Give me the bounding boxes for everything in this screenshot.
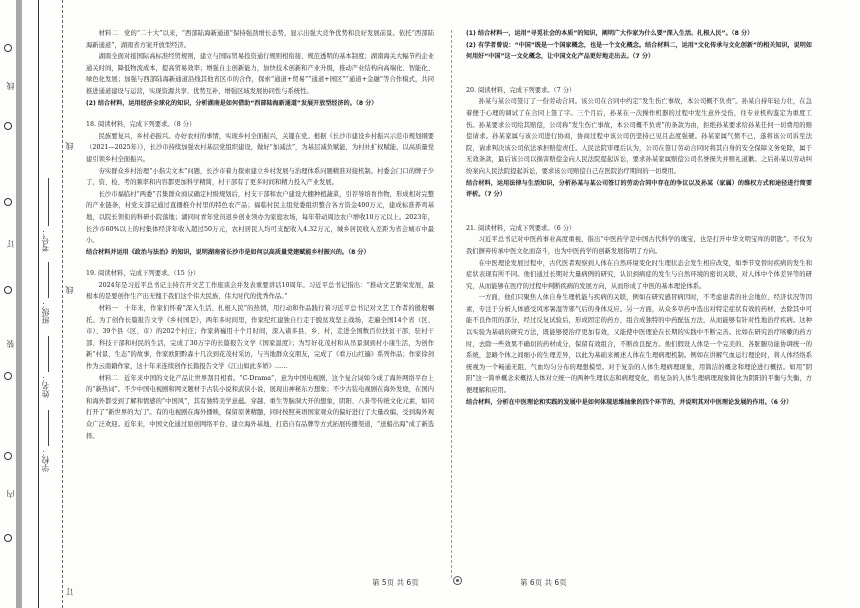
question-21-heading: 21. 阅读材料，完成下列要求。（6 分） [466, 224, 576, 232]
question-18-paragraph: 夯实群众乡村治理“小指尖文本”问题，长沙市着力探索建立乡村发展与治理体系问题精准对接机制。村委会门口的牌子少了，资、检、考的频率和内容都更加科学精简，村干部有了更多时间和精力投入产业发展。 [86, 167, 434, 187]
exam-number-label: 考号： [41, 228, 50, 252]
class-line [48, 262, 49, 298]
exam-number-line [48, 178, 49, 226]
cut-line [62, 0, 63, 608]
question-18-paragraph: 长沙市福临村“两委”召集群众商议确定村级规划后，村支干部和农户建设大棚种植蔬菜，引荐导培育作物，形成相对完整的产业链条，村党支部记通过直播推介村里的特色农产品；福临村民主组党委组织整合各方资金400万元，建成标准养鸡基地，以院长领衔的科研小院落地；湖同时青年党员返乡创业领办为家庭农场，每年带动周边农户增收10万元以上。2023年，长沙市60%以上的村集体经济年收入超过50万元，农村居民人均可支配收入4.32万元，城乡居民收入差距为省会城市中最小。 [86, 190, 434, 245]
binding-hole [4, 198, 12, 206]
question-21-paragraph: 在中医理论发展过程中，古代医者观察到人体在自然环境变化时生理状态会发生相应改变，如季节变替时疾病的发生和症状表现有所不同。他们通过长期对大量病例的研究，认识到病症的发生与自然环境的密切关联，对人体中个体差异等的研究，从而能够在医疗的过程中判断疾病的发展方向，从而形成了中医的基本理论体系。 [466, 259, 812, 290]
question-18-prompt: 结合材料并运用《政治与法治》的知识，说明湖南省长沙市是如何以高质量党建赋能乡村振兴的。（8 分） [86, 248, 370, 256]
question-20-heading: 20. 阅读材料，完成下列要求。（7 分） [466, 86, 576, 94]
question-19-part-2: (2) 有学者曾说：“中国”既是一个国家概念，也是一个文化概念。结合材料二，运用“文化传承与文化创新”的相关知识，说明如何用好“中国”这一文化概念，让中国文化产品更好地走出去。（7 分） [466, 41, 812, 61]
name-line [48, 336, 49, 372]
gutter-label-ding-outer: 订 [65, 588, 74, 596]
gutter-label-zhuang: 装 [6, 340, 15, 348]
binding-hole [4, 372, 12, 380]
gutter-label-xian-outer: 线 [65, 286, 74, 294]
question-19-part-1: (1) 结合材料一，运用“寻觅社会的本质”的知识，阐明广大作家为什么要“深入生活、扎根人民”。（8 分） [466, 30, 754, 37]
page-6-column [466, 28, 812, 408]
binding-hole [4, 534, 12, 542]
page-number-left: 第 5页 共 6页 [372, 578, 419, 587]
question-19-material-2: 材料二 近年来中国的文化产品让世界刮目相看。“C-Drama”，意为中国电视剧，这个复合词如今成了海外网络平台上的“新热词”。不少中国电视剧和网文题材于古装小说和武侠小说，展现出神秘东方想象；不少古装电视剧在海外发烧，在国内和海外都受到了解和情感的“中国风”，其有独特美学意蕴。穿越、重生等脑洞大开的想象，阴阳、八卦等传统文化元素，如同打开了“新世界的大门”。有的电视剧在海外播映，保留原著精髓，同时按照英语国家观众的偏好进行了大量改编，受到海外观众广泛欢迎。近年来，中国文化通过原创网络平台、建立海外基地、打造自有品牌等方式拓展传播渠道，“送船出海”成了新选择。 [86, 374, 434, 440]
page-number-right: 第 6页 共 6页 [520, 578, 567, 587]
binding-hole [4, 452, 12, 460]
gutter-label-nei: 内 [6, 490, 15, 498]
question-19-intro: 2024年是习近平总书记主持召开文艺工作座谈会并发表重要讲话10周年。习近平总书记指出：“推动文艺繁荣发展，最根本的是要创作生产出无愧于我们这个伟大民族、伟大时代的优秀作品。” [86, 281, 434, 301]
gutter-label-ding: 订 [6, 240, 15, 248]
gutter-label-xian-outer: 线 [65, 142, 74, 150]
binding-hole [4, 286, 12, 294]
binding-hole [4, 44, 12, 52]
question-17-part-2: (2) 结合材料，运用经济全球化的知识，分析湖南是如何借助“西部陆海新通道”发展开放型经济的。（8 分） [86, 99, 378, 107]
center-mark-icon [453, 576, 462, 585]
school-line [48, 410, 49, 446]
material-2-paragraph: 材料二 党的“二十大”以来，“西部陆海新通道”保持强劲增长态势，显示出强大竞争优势和良好发展前景。依托“西部陆海新通道”，湖南省方案开放型经济。 [86, 30, 434, 49]
binding-gutter [0, 0, 74, 608]
page-divider [451, 30, 452, 578]
question-18-heading: 18. 阅读材料，完成下列要求。（8 分） [86, 121, 196, 129]
question-21-paragraph: 一方面，他们只聚焦人体自身生理机能与疾病的关联，例如在研究感冒病因时，不考虑患者的社会地位、经济状况等因素，专注于分析人体感受风寒暑湿等邪气后的身体反应。另一方面，从众多草药中选出对特定症状有效的药材，去除其中可能不良作用的部分，经过反复试验后，形成固定的药方，组合成独特的中药配伍方法，从而能够有针对性地治疗疾病。这种以实验为基础的研究方法，既能够使治疗更加有效，又能使中医理论在长期的实践中不断完善。比如在研究治疗咳嗽的药方时，去除一些效果不确切的药材成分，保留有效组合，不断改良配方。他们假设人体是一个完美的、各脏腑功能协调统一的系统，忽略个体之间细小的生理差异，以此为基础来阐述人体在生理病理机制。例如在讲解气血运行理论时，将人体经络系统视为一个畅通无阻、气血均匀分布的理想模型。对于复杂的人体生理病理现象，用简洁的概念和理论进行概括。如用“阴阳”这一简单概念来概括人体对立统一的两种生理状态和病理变化，将复杂的人体生理病理现象简化为阴阳的平衡与失衡，方便理解和应用。 [466, 294, 812, 395]
binding-bar [16, 0, 22, 608]
question-20-paragraph: 孙某与某公司签订了一份劳动合同。该公司在合同中约定“发生伤亡事故，本公司概不负责”。孙某自持年轻力壮，在急着便于心理的调试了在合同上签了字。三个月后，孙某在一次操作机器的过程中发生意外受伤，住专业机构鉴定为重度工伤。孙某要求公司给其赔偿，公司称“发生伤亡事故，本公司概不负责”的条款为由，拒绝孙某要求给孙某任何一切费用的赔偿请求。孙某家属与该公司进行协商，协商过程中该公司仍坚持已见且态度强硬。孙某家属气愤不已，遂将该公司诉至法院，请求判决该公司依法承担赔偿责任。人民法院审理后认为，公司在签订劳动合同时将其自身的安全保障义务免除，属于无效条款，最后该公司以损害赔偿金向人民法院提起诉讼，要求孙某家属赔偿公司名誉损失并赔礼道歉。之后孙某以劳动纠纷案向人民法院提起诉讼，要求该公司赔偿自己在医院治疗期间的一切费用。 [466, 98, 812, 175]
page-5-column [86, 28, 434, 442]
material-2-paragraph: 湖南全面对接国际高标准经贸规则，建立与国际贸易投资通行规则相衔接、规范透明的基本制度；湖南海关大幅节约企业通关时间，降低物流成本，提高贸易效率；增强自主创新能力，加快技术创新和产业升级，推动产业结构向高端化、智能化、绿色化发展；加强与西部陆海新通道沿线其他省区市的合作，探索“通道+贸易”“通道+园区”“通道+金融”等合作模式，共同推进通道建设与运营，实现资源共享、优势互补，增强区域发展协同性与系统性。 [86, 53, 434, 95]
class-label: 班级： [41, 300, 50, 324]
gutter-label-xian: 线 [6, 82, 15, 90]
school-label: 学校： [41, 448, 50, 472]
question-19-material-1: 材料一 十年来，作家们怀着“深入生活、扎根人民”的热情，用行动和作品践行着习近平总书记对文艺工作者的殷殷嘱托。为了创作长篇报告文学《乡村国是》，两年多时间里，作家纪红建独自行走于脱贫攻坚主战场，走遍全国14个省（区、市）、39个县（区、市）的202个村庄；作家蒋巍用十个月时间，深入诸多县、乡、村，走进全国数百位扶贫干部、驻村干部、科技干部和村民的生活，完成了30万字的长篇报告文学《国家温度》；为写好花茂村和从吊景洞到村小康生活，为创作新“村景、生态”的故事，作家欧阳黔森十几次到花茂村采访，与当地群众交朋友，完成了《看万山红遍》系列作品；作家徐剑作为云南籍作家，这十年来连续创作长篇报告文学《江山如此多娇》…… [86, 305, 434, 371]
binding-hole [4, 122, 12, 130]
question-20-prompt: 结合材料，运用法律与生活知识，分析孙某与某公司签订的劳动合同中存在的争议以及孙某（家属）的维权方式和途径进行简要评析。（7 分） [466, 179, 812, 199]
question-18-paragraph: 民族要复兴，乡村必振兴。办好农村的事情，实现乡村全面振兴，关键在党。根据《长沙市建设乡村振兴示范市规划纲要（2021—2025年）》，长沙市持续加强农村基层党组织建设，做好“加减法”，为基层减负赋能，为村社扩权赋能，以高质量党建引领乡村全面振兴。 [86, 132, 434, 163]
question-21-prompt: 结合材料，分析在中医理论和实践的发展中是如何体现思维抽象的四个环节的，并说明其对中医理论发展的作用。（6 分） [466, 398, 793, 406]
name-label: 姓名： [41, 374, 50, 398]
question-21-paragraph: 习近平总书记对中医药事业高度重视，指出“中医药学是中国古代科学的瑰宝，也是打开中华文明宝库的钥匙”。不仅为我们摒弃传承中医文化而奋斗，也为中医药学的创新发展指明了方向。 [466, 236, 812, 255]
binding-line [38, 0, 39, 608]
question-19-heading: 19. 阅读材料，完成下列要求。（15 分） [86, 270, 200, 278]
